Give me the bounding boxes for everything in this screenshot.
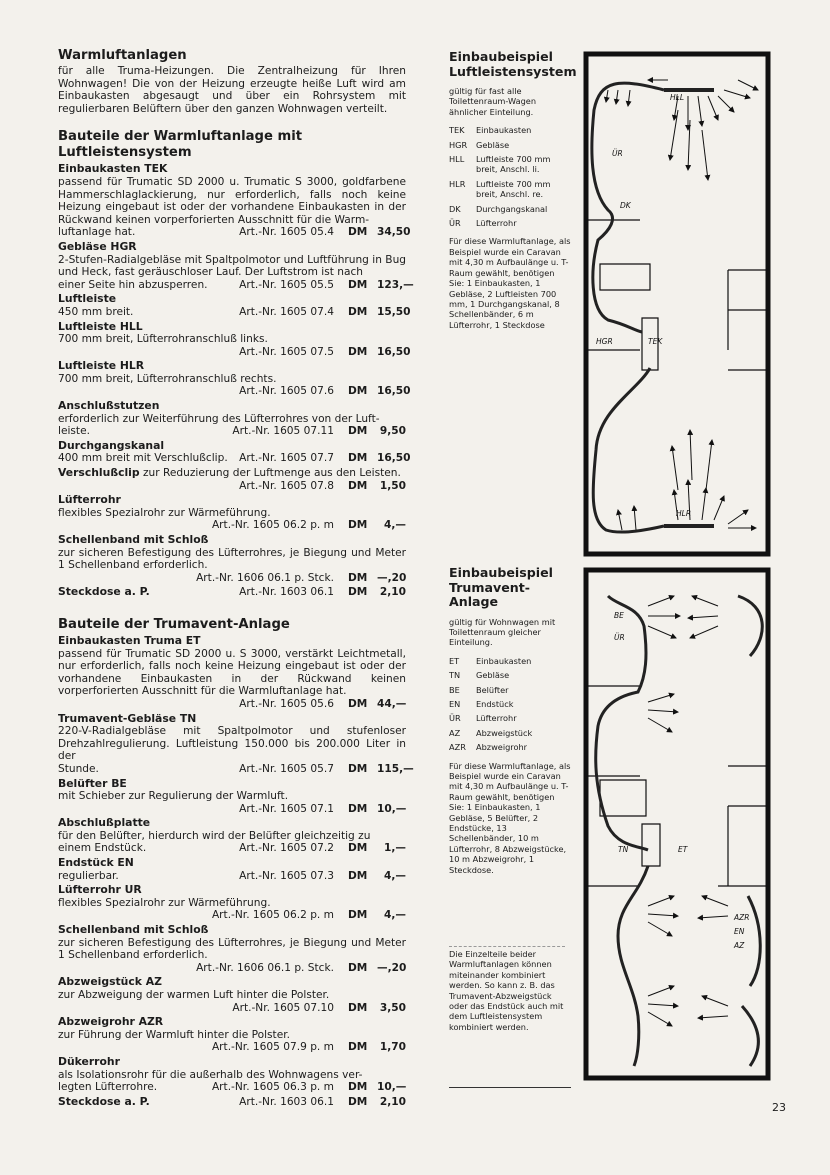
currency: DM bbox=[348, 571, 368, 584]
article-number: Art.-Nr. 1605 07.2 bbox=[239, 842, 334, 855]
price: 10,— bbox=[377, 1081, 407, 1094]
product-name: Abzweigrohr AZR bbox=[58, 1015, 164, 1029]
left-column bbox=[58, 48, 414, 1108]
article-number: Art.-Nr. 1605 06.3 p. m bbox=[211, 1081, 334, 1094]
product-item bbox=[58, 711, 414, 776]
legend-entry bbox=[449, 218, 571, 228]
label-azr: AZR bbox=[734, 913, 750, 922]
section1-items bbox=[58, 162, 414, 599]
price-group bbox=[239, 586, 406, 599]
product-item bbox=[58, 1056, 406, 1094]
panel2-title-line3: Anlage bbox=[449, 594, 499, 609]
product-line bbox=[58, 1096, 406, 1109]
price: 10,— bbox=[377, 802, 407, 815]
label-dk: DK bbox=[620, 201, 631, 210]
price: 1,70 bbox=[379, 1041, 406, 1054]
panel2 bbox=[449, 566, 571, 875]
label-tn: TN bbox=[618, 845, 629, 854]
intro-text: für alle Truma-Heizungen. Die Zentralheizung für Ihren Wohnwagen! Die von der Heizung erzeugte heiße Luft wird am Einbaukasten abgesaugt und über ein Rohrsystem mit regulierbaren Belüftern über den ganzen Wohnwagen verteilt. bbox=[58, 65, 406, 115]
price: 1,— bbox=[384, 842, 406, 855]
label-hlr: HLR bbox=[676, 509, 692, 518]
currency: DM bbox=[348, 226, 368, 239]
product-description: zur sicheren Befestigung des Lüfterrohres, je Biegung und Meter 1 Schellenband erforderlich. bbox=[58, 936, 406, 962]
legend-abbr: AZR bbox=[449, 742, 466, 753]
currency: DM bbox=[348, 909, 368, 922]
product-description: flexibles Spezialrohr zur Wärmeführung. bbox=[58, 896, 271, 909]
product-name: Anschlußstutzen bbox=[58, 399, 160, 413]
currency: DM bbox=[348, 1001, 368, 1014]
legend-entry bbox=[449, 125, 571, 135]
currency: DM bbox=[348, 842, 368, 855]
label-ur: ÜR bbox=[612, 149, 623, 158]
price: 115,— bbox=[377, 762, 414, 775]
legend-entry bbox=[449, 204, 571, 214]
product-name: Endstück EN bbox=[58, 856, 134, 870]
price-line bbox=[58, 803, 406, 816]
price: 16,50 bbox=[377, 345, 411, 358]
diagram-luftleistensystem bbox=[578, 50, 778, 560]
price: 1,50 bbox=[379, 479, 406, 492]
label-hgr: HGR bbox=[596, 337, 613, 346]
article-number: Art.-Nr. 1603 06.1 bbox=[239, 586, 334, 599]
legend-text: Abzweigrohr bbox=[476, 742, 528, 753]
legend-entry bbox=[449, 699, 571, 709]
currency: DM bbox=[348, 762, 368, 775]
price: 4,— bbox=[384, 909, 406, 922]
price-line bbox=[58, 1041, 406, 1054]
panel-divider bbox=[449, 1087, 571, 1088]
article-number: Art.-Nr. 1605 07.6 bbox=[239, 385, 334, 398]
price-group bbox=[239, 762, 414, 776]
price-lead-text: legten Lüfterrohre. bbox=[58, 1081, 158, 1094]
price: 123,— bbox=[377, 278, 414, 291]
legend-text: Lüfterrohr bbox=[476, 218, 517, 229]
legend-text: Lüfterrohr bbox=[476, 713, 517, 724]
price-lead-text: leiste. bbox=[58, 425, 90, 438]
product-name: Gebläse HGR bbox=[58, 239, 137, 253]
panel1-title-line1: Einbaubeispiel bbox=[449, 49, 553, 64]
article-number: Art.-Nr. 1605 06.2 p. m bbox=[211, 909, 334, 922]
legend-abbr: TEK bbox=[449, 125, 465, 136]
legend-abbr: BE bbox=[449, 684, 460, 695]
article-number: Art.-Nr. 1603 06.1 bbox=[239, 1095, 334, 1108]
currency: DM bbox=[348, 305, 368, 318]
label-be: BE bbox=[614, 611, 624, 620]
price-line bbox=[58, 1081, 406, 1094]
legend-abbr: HLR bbox=[449, 178, 466, 189]
legend-text: Einbaukasten bbox=[476, 125, 532, 136]
product-item bbox=[58, 1016, 406, 1054]
legend-abbr: HLL bbox=[449, 154, 465, 165]
price: 9,50 bbox=[379, 425, 406, 438]
price-line bbox=[58, 226, 411, 239]
product-item bbox=[58, 534, 406, 584]
price-line bbox=[58, 870, 406, 883]
price-line bbox=[58, 519, 406, 532]
price-group bbox=[239, 278, 414, 292]
product-description: zur Abzweigung der warmen Luft hinter die Polster. bbox=[58, 989, 330, 1001]
price-group bbox=[239, 1096, 406, 1109]
legend-text: Luftleiste 700 mm breit, Anschl. li. bbox=[476, 154, 551, 175]
price: 2,10 bbox=[379, 586, 406, 599]
label-ur-2: ÜR bbox=[614, 633, 625, 642]
product-name: Steckdose a. P. bbox=[58, 1094, 150, 1108]
product-name: Lüfterrohr UR bbox=[58, 883, 142, 897]
legend-entry bbox=[449, 154, 571, 175]
combination-note: Die Einzelteile beider Warmluftanlagen können miteinander kombiniert werden. So kann z. B. das Trumavent-Abzweigstück oder das Endstück auch mit dem Luftleistensystem kombiniert werden. bbox=[449, 946, 565, 1032]
price-lead-text: 400 mm breit mit Verschlußclip. bbox=[58, 452, 228, 465]
currency: DM bbox=[348, 1095, 368, 1108]
currency: DM bbox=[348, 278, 368, 291]
air-ducts-2 bbox=[596, 596, 763, 1066]
legend-text: Abzweigstück bbox=[476, 727, 533, 738]
price-lead-text: luftanlage hat. bbox=[58, 226, 136, 239]
product-item bbox=[58, 494, 406, 532]
panel1-note: Für diese Warmluftanlage, als Beispiel wurde ein Caravan mit 4,30 m Aufbaulänge u. T-Raum gewählt, benötigen Sie: 1 Einbaukasten, 1 Gebläse, 2 Luftleisten 700 mm, 1 Durchgangskanal, 8 Schellenbänder, 6 m Lüfterrohr, 1 Steckdose bbox=[449, 236, 571, 330]
caravan-outline-2 bbox=[586, 570, 768, 1078]
price-lead-text: einer Seite hin abzusperren. bbox=[58, 278, 208, 291]
article-number: Art.-Nr. 1605 05.6 bbox=[239, 697, 334, 710]
product-name: Belüfter BE bbox=[58, 776, 127, 790]
article-number: Art.-Nr. 1605 07.4 bbox=[239, 305, 334, 318]
product-description: passend für Trumatic SD 2000 u. S 3000, verstärkt Leichtmetall, nur erforderlich, falls noch keine Heizung eingebaut ist oder der vorhandene Einbaukasten in der Rückwand keinen vorperforierten Ausschnitt für die Warmluftanlage hat. bbox=[58, 647, 406, 698]
panel2-title-line2: Trumavent- bbox=[449, 579, 530, 595]
article-number: Art.-Nr. 1605 05.5 bbox=[239, 278, 334, 291]
price-group bbox=[232, 425, 406, 438]
panel1-legend bbox=[449, 125, 571, 228]
product-name: Luftleiste bbox=[58, 292, 117, 306]
product-description: flexibles Spezialrohr zur Wärmeführung. bbox=[58, 506, 271, 519]
price-line bbox=[58, 305, 411, 319]
product-name: Abzweigstück AZ bbox=[58, 975, 162, 989]
price-line bbox=[58, 962, 406, 975]
currency: DM bbox=[348, 697, 368, 710]
product-name: Lüfterrohr bbox=[58, 493, 121, 507]
product-name: Einbaukasten TEK bbox=[58, 162, 168, 176]
price: 2,10 bbox=[379, 1095, 406, 1108]
price-lead-text: einem Endstück. bbox=[58, 842, 147, 855]
product-description: 700 mm breit, Lüfterrohranschluß links. bbox=[58, 333, 268, 346]
product-item bbox=[58, 976, 406, 1014]
panel2-subtitle: gültig für Wohnwagen mit Toilettenraum gleicher Einteilung. bbox=[449, 616, 556, 648]
legend-abbr: HGR bbox=[449, 139, 468, 150]
legend-text: Einbaukasten bbox=[476, 655, 532, 666]
label-az: AZ bbox=[734, 941, 745, 950]
currency: DM bbox=[348, 869, 368, 882]
label-tek: TEK bbox=[648, 337, 663, 346]
product-description: 220-V-Radialgebläse mit Spaltpolmotor und stufenloser Drehzahlregulierung. Luftleistung 150.000 bis 200.000 Liter in der bbox=[58, 725, 406, 763]
product-description: zur Führung der Warmluft hinter die Polster. bbox=[58, 1028, 290, 1041]
product-item bbox=[58, 239, 414, 291]
product-item bbox=[58, 467, 406, 492]
legend-abbr: AZ bbox=[449, 727, 461, 738]
currency: DM bbox=[348, 479, 368, 492]
section1-title: Bauteile der Warmluftanlage mit Luftleistensystem bbox=[58, 129, 303, 161]
price: 44,— bbox=[377, 697, 407, 710]
price-line bbox=[58, 385, 411, 398]
legend-entry bbox=[449, 140, 571, 150]
article-number: Art.-Nr. 1605 07.1 bbox=[239, 802, 334, 815]
product-item bbox=[58, 857, 406, 882]
product-description: als Isolationsrohr für die außerhalb des Wohnwagens ver- bbox=[58, 1068, 363, 1081]
price-group bbox=[239, 870, 406, 883]
price-line bbox=[58, 278, 414, 292]
price: 34,50 bbox=[377, 226, 411, 239]
legend-text: Gebläse bbox=[476, 139, 510, 150]
price: 3,50 bbox=[379, 1001, 406, 1014]
legend-entry bbox=[449, 728, 571, 738]
label-et: ET bbox=[678, 845, 688, 854]
product-description: passend für Trumatic SD 2000 u. Trumatic S 3000, goldfarbene Hammerschlaglackierung, nur erforderlich, falls noch keine Heizung eingebaut ist oder der vorhandene Einbaukasten in der Rückwand keinen vorperforierten Ausschnitt für die Warm- bbox=[58, 175, 406, 226]
product-description: erforderlich zur Weiterführung des Lüfterrohres von der Luft- bbox=[58, 412, 380, 425]
legend-text: Belüfter bbox=[476, 684, 509, 695]
airflow-arrows-2 bbox=[648, 596, 728, 1026]
page-number: 23 bbox=[772, 1101, 786, 1114]
product-item bbox=[58, 292, 411, 318]
product-line bbox=[58, 586, 406, 599]
panel2-legend bbox=[449, 656, 571, 753]
product-item bbox=[58, 817, 406, 855]
price-lead-text: Stunde. bbox=[58, 762, 99, 775]
legend-text: Durchgangskanal bbox=[476, 203, 548, 214]
legend-entry bbox=[449, 179, 571, 200]
currency: DM bbox=[348, 452, 368, 465]
price-group bbox=[239, 452, 411, 465]
product-item bbox=[58, 635, 406, 711]
price-line bbox=[58, 1002, 406, 1015]
price-line bbox=[58, 762, 414, 776]
product-item bbox=[58, 884, 406, 922]
label-en: EN bbox=[734, 927, 745, 936]
product-name: Einbaukasten Truma ET bbox=[58, 633, 201, 647]
product-name: Durchgangskanal bbox=[58, 438, 165, 452]
article-number: Art.-Nr. 1605 07.10 bbox=[232, 1001, 334, 1014]
product-name: Dükerrohr bbox=[58, 1054, 120, 1068]
airflow-arrows-1 bbox=[606, 80, 758, 530]
article-number: Art.-Nr. 1605 07.9 p. m bbox=[211, 1041, 334, 1054]
currency: DM bbox=[348, 425, 368, 438]
article-number: Art.-Nr. 1605 05.4 bbox=[239, 226, 334, 239]
legend-entry bbox=[449, 713, 571, 723]
price-group bbox=[239, 842, 406, 855]
article-number: Art.-Nr. 1605 07.5 bbox=[239, 345, 334, 358]
article-number: Art.-Nr. 1605 06.2 p. m bbox=[211, 519, 334, 532]
price-line bbox=[58, 698, 406, 711]
price: —,20 bbox=[377, 571, 407, 584]
article-number: Art.-Nr. 1606 06.1 p. Stck. bbox=[196, 961, 334, 974]
legend-text: Gebläse bbox=[476, 670, 510, 681]
price-group bbox=[212, 1081, 406, 1094]
currency: DM bbox=[348, 1081, 368, 1094]
section2-items bbox=[58, 633, 414, 1108]
price-lead-text: regulierbar. bbox=[58, 869, 119, 882]
panel1 bbox=[449, 49, 577, 330]
product-name: Abschlußplatte bbox=[58, 816, 151, 830]
article-number: Art.-Nr. 1605 07.8 bbox=[239, 479, 334, 492]
article-number: Art.-Nr. 1605 07.11 bbox=[232, 425, 334, 438]
legend-abbr: EN bbox=[449, 698, 461, 709]
article-number: Art.-Nr. 1605 07.7 bbox=[239, 452, 334, 465]
product-name: Verschlußclip bbox=[58, 466, 140, 480]
price-line bbox=[58, 480, 406, 493]
price: 15,50 bbox=[377, 305, 411, 318]
panel2-title-line1: Einbaubeispiel bbox=[449, 565, 553, 580]
legend-entry bbox=[449, 670, 571, 680]
price-line bbox=[58, 425, 406, 438]
product-name: Schellenband mit Schloß bbox=[58, 923, 209, 937]
price-lead-text: 450 mm breit. bbox=[58, 305, 134, 318]
product-item bbox=[58, 438, 411, 465]
legend-abbr: ET bbox=[449, 655, 460, 666]
price-line bbox=[58, 572, 406, 585]
product-description: zur sicheren Befestigung des Lüfterrohres, je Biegung und Meter 1 Schellenband erforderlich. bbox=[58, 546, 406, 572]
product-item bbox=[58, 924, 406, 974]
product-item bbox=[58, 359, 411, 398]
price: 4,— bbox=[384, 869, 406, 882]
currency: DM bbox=[348, 345, 368, 358]
legend-text: Luftleiste 700 mm breit, Anschl. re. bbox=[476, 178, 551, 200]
section2-title: Bauteile der Trumavent-Anlage bbox=[58, 616, 290, 632]
product-item bbox=[58, 1096, 406, 1109]
price: 16,50 bbox=[377, 452, 411, 465]
product-item bbox=[58, 400, 406, 438]
product-description: für den Belüfter, hierdurch wird der Belüfter gleichzeitig zu bbox=[58, 829, 371, 842]
product-heading-line bbox=[58, 467, 406, 480]
legend-text: Endstück bbox=[476, 698, 514, 709]
price-group bbox=[239, 305, 411, 319]
currency: DM bbox=[348, 961, 368, 974]
currency: DM bbox=[348, 519, 368, 532]
article-number: Art.-Nr. 1605 05.7 bbox=[239, 762, 334, 775]
legend-entry bbox=[449, 742, 571, 752]
product-description: mit Schieber zur Regulierung der Warmluft. bbox=[58, 790, 289, 803]
currency: DM bbox=[348, 802, 368, 815]
label-hll: HLL bbox=[670, 93, 684, 102]
legend-abbr: ÜR bbox=[449, 218, 461, 229]
currency: DM bbox=[348, 385, 368, 398]
panel2-note: Für diese Warmluftanlage, als Beispiel wurde ein Caravan mit 4,30 m Aufbaulänge u. T-Raum gewählt, benötigen Sie: 1 Einbaukasten, 1 Gebläse, 5 Belüfter, 2 Endstücke, 13 Schellenbänder, 10 m Lüfterrohr, 8 Abzweigstücke, 10 m Abzweigrohr, 1 Steckdose. bbox=[449, 760, 571, 875]
article-number: Art.-Nr. 1606 06.1 p. Stck. bbox=[196, 571, 334, 584]
product-item bbox=[58, 586, 406, 599]
product-name: Luftleiste HLL bbox=[58, 319, 143, 333]
panel1-subtitle: gültig für fast alle Toilettenraum-Wagen ähnlicher Einteilung. bbox=[449, 86, 537, 117]
price: 4,— bbox=[384, 519, 406, 532]
diagram-trumavent bbox=[578, 566, 778, 1086]
product-name: Luftleiste HLR bbox=[58, 359, 145, 373]
price-line bbox=[58, 842, 406, 855]
price-line bbox=[58, 909, 406, 922]
price-line bbox=[58, 345, 411, 359]
panel1-title-line2: Luftleistensystem bbox=[449, 63, 577, 79]
article-number: Art.-Nr. 1605 07.3 bbox=[239, 869, 334, 882]
air-ducts-1 bbox=[592, 83, 714, 532]
legend-entry bbox=[449, 685, 571, 695]
price: —,20 bbox=[377, 961, 407, 974]
product-item bbox=[58, 162, 411, 239]
product-item bbox=[58, 778, 406, 816]
product-description: 2-Stufen-Radialgebläse mit Spaltpolmotor und Luftführung in Bug und Heck, fast geräuschloser Lauf. Der Luftstrom ist nach bbox=[58, 253, 407, 279]
legend-abbr: ÜR bbox=[449, 713, 461, 724]
product-name: Steckdose a. P. bbox=[58, 585, 150, 599]
product-name: Schellenband mit Schloß bbox=[58, 533, 209, 546]
currency: DM bbox=[348, 586, 368, 599]
price-group bbox=[239, 226, 411, 239]
currency: DM bbox=[348, 1041, 368, 1054]
product-item bbox=[58, 319, 411, 359]
product-description: 700 mm breit, Lüfterrohranschluß rechts. bbox=[58, 372, 277, 385]
product-name: Trumavent-Gebläse TN bbox=[58, 711, 197, 725]
legend-entry bbox=[449, 656, 571, 666]
legend-abbr: DK bbox=[449, 203, 461, 214]
price-line bbox=[58, 452, 411, 465]
price: 16,50 bbox=[377, 385, 411, 398]
product-description: zur Reduzierung der Luftmenge aus den Leisten. bbox=[142, 467, 401, 480]
intro-title: Warmluftanlagen bbox=[58, 48, 187, 63]
legend-abbr: TN bbox=[449, 670, 461, 681]
